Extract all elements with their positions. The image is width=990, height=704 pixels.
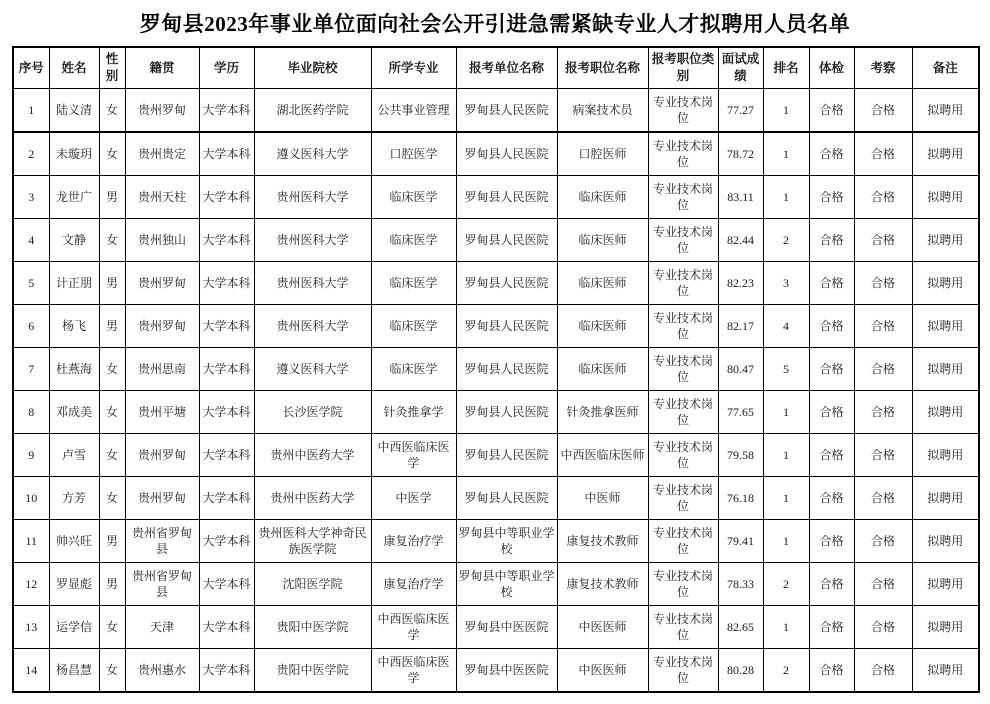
cell-school: 长沙医学院: [254, 391, 371, 434]
cell-position: 口腔医师: [557, 132, 648, 176]
cell-rank: 3: [763, 262, 809, 305]
cell-unit: 罗甸县人民医院: [456, 305, 557, 348]
col-header-native-place: 籍贯: [125, 47, 199, 89]
cell-education: 大学本科: [199, 219, 254, 262]
cell-index: 1: [13, 89, 49, 133]
cell-native-place: 贵州罗甸: [125, 477, 199, 520]
cell-physical-exam: 合格: [809, 89, 854, 133]
cell-native-place: 贵州罗甸: [125, 262, 199, 305]
cell-major: 康复治疗学: [371, 520, 456, 563]
cell-score: 78.33: [718, 563, 763, 606]
cell-inspection: 合格: [854, 348, 912, 391]
cell-education: 大学本科: [199, 176, 254, 219]
cell-gender: 女: [99, 606, 125, 649]
cell-rank: 5: [763, 348, 809, 391]
cell-physical-exam: 合格: [809, 520, 854, 563]
cell-education: 大学本科: [199, 391, 254, 434]
cell-major: 临床医学: [371, 176, 456, 219]
cell-rank: 1: [763, 391, 809, 434]
cell-education: 大学本科: [199, 348, 254, 391]
cell-school: 遵义医科大学: [254, 348, 371, 391]
cell-major: 口腔医学: [371, 132, 456, 176]
cell-inspection: 合格: [854, 262, 912, 305]
cell-school: 湖北医药学院: [254, 89, 371, 133]
cell-native-place: 贵州贵定: [125, 132, 199, 176]
personnel-table: [12, 46, 980, 693]
cell-major: 临床医学: [371, 305, 456, 348]
cell-remark: 拟聘用: [912, 132, 979, 176]
cell-score: 77.27: [718, 89, 763, 133]
cell-education: 大学本科: [199, 434, 254, 477]
table-row: [13, 89, 979, 133]
cell-remark: 拟聘用: [912, 305, 979, 348]
cell-major: 临床医学: [371, 219, 456, 262]
cell-unit: 罗甸县人民医院: [456, 176, 557, 219]
cell-physical-exam: 合格: [809, 649, 854, 693]
cell-score: 83.11: [718, 176, 763, 219]
cell-gender: 女: [99, 391, 125, 434]
cell-physical-exam: 合格: [809, 176, 854, 219]
cell-physical-exam: 合格: [809, 563, 854, 606]
cell-gender: 男: [99, 563, 125, 606]
cell-inspection: 合格: [854, 434, 912, 477]
cell-inspection: 合格: [854, 563, 912, 606]
cell-rank: 1: [763, 176, 809, 219]
cell-index: 7: [13, 348, 49, 391]
cell-rank: 1: [763, 132, 809, 176]
cell-score: 76.18: [718, 477, 763, 520]
cell-gender: 女: [99, 434, 125, 477]
cell-index: 9: [13, 434, 49, 477]
cell-school: 贵州中医药大学: [254, 434, 371, 477]
cell-physical-exam: 合格: [809, 434, 854, 477]
cell-inspection: 合格: [854, 477, 912, 520]
cell-score: 82.23: [718, 262, 763, 305]
col-header-school: 毕业院校: [254, 47, 371, 89]
cell-position: 康复技术教师: [557, 520, 648, 563]
cell-rank: 1: [763, 477, 809, 520]
col-header-remark: 备注: [912, 47, 979, 89]
cell-unit: 罗甸县中等职业学校: [456, 563, 557, 606]
cell-name: 帅兴旺: [49, 520, 99, 563]
cell-score: 82.44: [718, 219, 763, 262]
cell-education: 大学本科: [199, 262, 254, 305]
cell-education: 大学本科: [199, 89, 254, 133]
cell-category: 专业技术岗位: [648, 305, 718, 348]
cell-school: 贵州医科大学: [254, 262, 371, 305]
cell-remark: 拟聘用: [912, 434, 979, 477]
cell-physical-exam: 合格: [809, 348, 854, 391]
cell-index: 5: [13, 262, 49, 305]
cell-remark: 拟聘用: [912, 262, 979, 305]
col-header-score: 面试成绩: [718, 47, 763, 89]
cell-major: 康复治疗学: [371, 563, 456, 606]
cell-physical-exam: 合格: [809, 305, 854, 348]
cell-gender: 女: [99, 132, 125, 176]
cell-education: 大学本科: [199, 305, 254, 348]
cell-native-place: 贵州惠水: [125, 649, 199, 693]
table-row: [13, 606, 979, 649]
col-header-name: 姓名: [49, 47, 99, 89]
cell-school: 贵州医科大学神奇民族医学院: [254, 520, 371, 563]
cell-name: 陆义清: [49, 89, 99, 133]
cell-native-place: 天津: [125, 606, 199, 649]
cell-score: 79.58: [718, 434, 763, 477]
table-row: [13, 563, 979, 606]
cell-score: 82.65: [718, 606, 763, 649]
table-row: [13, 305, 979, 348]
cell-category: 专业技术岗位: [648, 477, 718, 520]
page-title: 罗甸县2023年事业单位面向社会公开引进急需紧缺专业人才拟聘用人员名单: [139, 12, 851, 36]
cell-unit: 罗甸县人民医院: [456, 262, 557, 305]
cell-score: 82.17: [718, 305, 763, 348]
cell-index: 12: [13, 563, 49, 606]
cell-position: 中医师: [557, 477, 648, 520]
cell-gender: 女: [99, 649, 125, 693]
cell-physical-exam: 合格: [809, 606, 854, 649]
cell-gender: 女: [99, 477, 125, 520]
table-row: [13, 176, 979, 219]
cell-native-place: 贵州思南: [125, 348, 199, 391]
table-row: [13, 520, 979, 563]
cell-category: 专业技术岗位: [648, 563, 718, 606]
cell-unit: 罗甸县人民医院: [456, 89, 557, 133]
cell-name: 罗显彪: [49, 563, 99, 606]
cell-name: 文静: [49, 219, 99, 262]
cell-category: 专业技术岗位: [648, 391, 718, 434]
cell-name: 卢雪: [49, 434, 99, 477]
cell-score: 80.47: [718, 348, 763, 391]
cell-physical-exam: 合格: [809, 262, 854, 305]
table-row: [13, 132, 979, 176]
cell-remark: 拟聘用: [912, 649, 979, 693]
col-header-gender: 性别: [99, 47, 125, 89]
cell-rank: 1: [763, 520, 809, 563]
cell-physical-exam: 合格: [809, 477, 854, 520]
cell-position: 临床医师: [557, 348, 648, 391]
cell-index: 11: [13, 520, 49, 563]
cell-index: 14: [13, 649, 49, 693]
cell-position: 病案技术员: [557, 89, 648, 133]
cell-inspection: 合格: [854, 89, 912, 133]
cell-major: 针灸推拿学: [371, 391, 456, 434]
cell-index: 4: [13, 219, 49, 262]
col-header-rank: 排名: [763, 47, 809, 89]
cell-category: 专业技术岗位: [648, 262, 718, 305]
col-header-physical-exam: 体检: [809, 47, 854, 89]
cell-name: 杨昌慧: [49, 649, 99, 693]
cell-name: 方芳: [49, 477, 99, 520]
cell-rank: 2: [763, 219, 809, 262]
cell-category: 专业技术岗位: [648, 434, 718, 477]
cell-position: 中医医师: [557, 606, 648, 649]
cell-category: 专业技术岗位: [648, 176, 718, 219]
cell-inspection: 合格: [854, 649, 912, 693]
cell-gender: 男: [99, 262, 125, 305]
cell-native-place: 贵州省罗甸县: [125, 563, 199, 606]
cell-remark: 拟聘用: [912, 477, 979, 520]
cell-remark: 拟聘用: [912, 89, 979, 133]
cell-inspection: 合格: [854, 391, 912, 434]
cell-native-place: 贵州罗甸: [125, 305, 199, 348]
cell-score: 79.41: [718, 520, 763, 563]
cell-index: 13: [13, 606, 49, 649]
cell-unit: 罗甸县人民医院: [456, 132, 557, 176]
cell-education: 大学本科: [199, 563, 254, 606]
cell-gender: 男: [99, 520, 125, 563]
cell-native-place: 贵州罗甸: [125, 89, 199, 133]
cell-native-place: 贵州省罗甸县: [125, 520, 199, 563]
cell-inspection: 合格: [854, 219, 912, 262]
cell-rank: 1: [763, 606, 809, 649]
cell-physical-exam: 合格: [809, 132, 854, 176]
cell-unit: 罗甸县中医医院: [456, 606, 557, 649]
cell-school: 沈阳医学院: [254, 563, 371, 606]
cell-name: 运学信: [49, 606, 99, 649]
cell-school: 贵州医科大学: [254, 305, 371, 348]
cell-remark: 拟聘用: [912, 391, 979, 434]
cell-gender: 男: [99, 305, 125, 348]
cell-school: 贵州医科大学: [254, 176, 371, 219]
cell-unit: 罗甸县中等职业学校: [456, 520, 557, 563]
cell-inspection: 合格: [854, 606, 912, 649]
cell-category: 专业技术岗位: [648, 649, 718, 693]
cell-remark: 拟聘用: [912, 348, 979, 391]
cell-unit: 罗甸县人民医院: [456, 391, 557, 434]
table-row: [13, 477, 979, 520]
table-row: [13, 348, 979, 391]
cell-name: 龙世广: [49, 176, 99, 219]
cell-physical-exam: 合格: [809, 219, 854, 262]
cell-index: 10: [13, 477, 49, 520]
table-row: [13, 219, 979, 262]
cell-category: 专业技术岗位: [648, 89, 718, 133]
cell-education: 大学本科: [199, 606, 254, 649]
col-header-position: 报考职位名称: [557, 47, 648, 89]
cell-position: 临床医师: [557, 262, 648, 305]
cell-gender: 女: [99, 219, 125, 262]
cell-native-place: 贵州平塘: [125, 391, 199, 434]
table-body: [13, 89, 979, 693]
cell-score: 78.72: [718, 132, 763, 176]
cell-category: 专业技术岗位: [648, 132, 718, 176]
cell-native-place: 贵州天柱: [125, 176, 199, 219]
table-row: [13, 434, 979, 477]
cell-native-place: 贵州独山: [125, 219, 199, 262]
cell-index: 3: [13, 176, 49, 219]
cell-remark: 拟聘用: [912, 520, 979, 563]
cell-gender: 女: [99, 348, 125, 391]
cell-score: 77.65: [718, 391, 763, 434]
cell-education: 大学本科: [199, 477, 254, 520]
col-header-unit: 报考单位名称: [456, 47, 557, 89]
cell-gender: 男: [99, 176, 125, 219]
cell-category: 专业技术岗位: [648, 348, 718, 391]
table-row: [13, 262, 979, 305]
col-header-major: 所学专业: [371, 47, 456, 89]
cell-rank: 1: [763, 89, 809, 133]
cell-score: 80.28: [718, 649, 763, 693]
cell-inspection: 合格: [854, 305, 912, 348]
cell-unit: 罗甸县人民医院: [456, 434, 557, 477]
cell-category: 专业技术岗位: [648, 219, 718, 262]
cell-remark: 拟聘用: [912, 219, 979, 262]
cell-inspection: 合格: [854, 176, 912, 219]
col-header-category: 报考职位类别: [648, 47, 718, 89]
cell-index: 2: [13, 132, 49, 176]
cell-remark: 拟聘用: [912, 606, 979, 649]
cell-rank: 2: [763, 563, 809, 606]
cell-position: 临床医师: [557, 305, 648, 348]
cell-index: 8: [13, 391, 49, 434]
cell-rank: 2: [763, 649, 809, 693]
cell-rank: 1: [763, 434, 809, 477]
cell-major: 中西医临床医学: [371, 649, 456, 693]
cell-position: 中医医师: [557, 649, 648, 693]
cell-unit: 罗甸县中医医院: [456, 649, 557, 693]
cell-name: 杜燕海: [49, 348, 99, 391]
col-header-index: 序号: [13, 47, 49, 89]
cell-category: 专业技术岗位: [648, 606, 718, 649]
header-row: [13, 47, 979, 89]
cell-remark: 拟聘用: [912, 176, 979, 219]
cell-education: 大学本科: [199, 649, 254, 693]
cell-major: 中医学: [371, 477, 456, 520]
cell-remark: 拟聘用: [912, 563, 979, 606]
table-row: [13, 391, 979, 434]
cell-unit: 罗甸县人民医院: [456, 348, 557, 391]
cell-major: 公共事业管理: [371, 89, 456, 133]
cell-school: 贵州医科大学: [254, 219, 371, 262]
cell-name: 计正朋: [49, 262, 99, 305]
cell-major: 临床医学: [371, 348, 456, 391]
cell-position: 临床医师: [557, 219, 648, 262]
cell-index: 6: [13, 305, 49, 348]
cell-position: 中西医临床医师: [557, 434, 648, 477]
cell-inspection: 合格: [854, 132, 912, 176]
cell-name: 邓成美: [49, 391, 99, 434]
cell-rank: 4: [763, 305, 809, 348]
cell-major: 中西医临床医学: [371, 434, 456, 477]
cell-school: 遵义医科大学: [254, 132, 371, 176]
table-row: [13, 649, 979, 693]
cell-school: 贵阳中医学院: [254, 649, 371, 693]
cell-major: 临床医学: [371, 262, 456, 305]
cell-education: 大学本科: [199, 132, 254, 176]
cell-education: 大学本科: [199, 520, 254, 563]
cell-unit: 罗甸县人民医院: [456, 477, 557, 520]
cell-position: 临床医师: [557, 176, 648, 219]
cell-major: 中西医临床医学: [371, 606, 456, 649]
cell-inspection: 合格: [854, 520, 912, 563]
col-header-education: 学历: [199, 47, 254, 89]
cell-position: 针灸推拿医师: [557, 391, 648, 434]
cell-school: 贵阳中医学院: [254, 606, 371, 649]
cell-name: 未璇玥: [49, 132, 99, 176]
cell-unit: 罗甸县人民医院: [456, 219, 557, 262]
cell-native-place: 贵州罗甸: [125, 434, 199, 477]
cell-category: 专业技术岗位: [648, 520, 718, 563]
cell-position: 康复技术教师: [557, 563, 648, 606]
col-header-inspection: 考察: [854, 47, 912, 89]
cell-school: 贵州中医药大学: [254, 477, 371, 520]
cell-physical-exam: 合格: [809, 391, 854, 434]
cell-name: 杨飞: [49, 305, 99, 348]
cell-gender: 女: [99, 89, 125, 133]
